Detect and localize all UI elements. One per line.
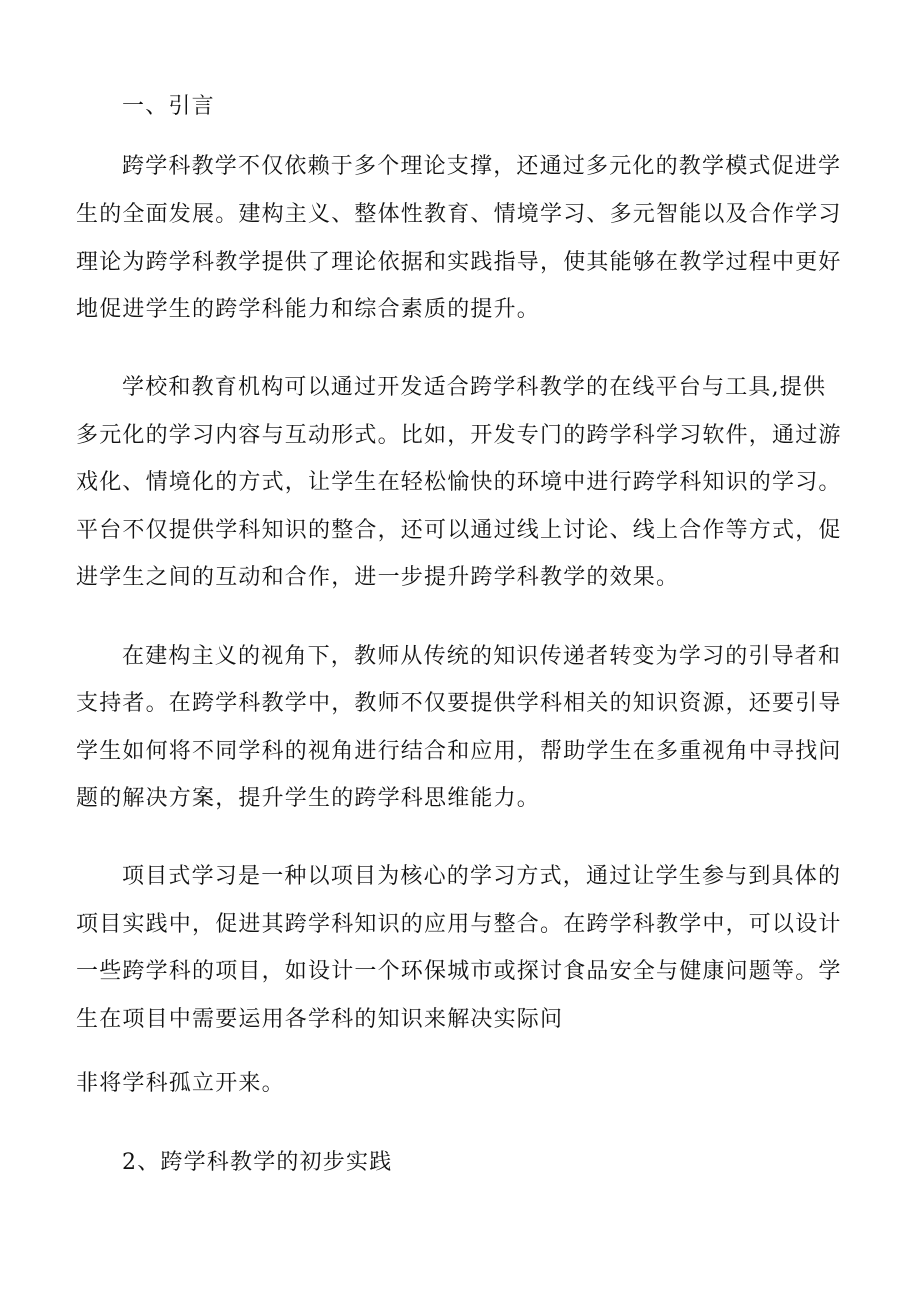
section-heading-2: 2、跨学科教学的初步实践: [122, 1150, 393, 1175]
paragraph-line: 生在项目中需要运用各学科的知识来解决实际问: [76, 1007, 564, 1032]
section-heading-intro: 一、引言: [122, 94, 215, 119]
paragraph-line: 题的解决方案，提升学生的跨学科思维能力。: [76, 786, 541, 811]
paragraph-line: 生的全面发展。建构主义、整体性教育、情境学习、多元智能以及合作学习: [76, 202, 842, 227]
paragraph-line: 跨学科教学不仅依赖于多个理论支撑，还通过多元化的教学模式促进学: [122, 154, 842, 179]
paragraph-line: 理论为跨学科教学提供了理论依据和实践指导，使其能够在教学过程中更好: [76, 250, 842, 275]
paragraph-line: 一些跨学科的项目，如设计一个环保城市或探讨食品安全与健康问题等。学: [76, 959, 842, 984]
paragraph-line: 在建构主义的视角下，教师从传统的知识传递者转变为学习的引导者和: [122, 644, 842, 669]
paragraph-line: 非将学科孤立开来。: [76, 1071, 285, 1096]
paragraph-line: 多元化的学习内容与互动形式。比如，开发专门的跨学科学习软件，通过游: [76, 423, 842, 448]
paragraph-line: 戏化、情境化的方式，让学生在轻松愉快的环境中进行跨学科知识的学习。: [76, 470, 842, 495]
paragraph-line: 项目式学习是一种以项目为核心的学习方式，通过让学生参与到具体的: [122, 864, 842, 889]
paragraph-line: 学生如何将不同学科的视角进行结合和应用，帮助学生在多重视角中寻找问: [76, 739, 842, 764]
paragraph-line: 支持者。在跨学科教学中，教师不仅要提供学科相关的知识资源，还要引导: [76, 691, 842, 716]
paragraph-line: 地促进学生的跨学科能力和综合素质的提升。: [76, 297, 541, 322]
paragraph-line: 项目实践中，促进其跨学科知识的应用与整合。在跨学科教学中，可以设计: [76, 912, 842, 937]
paragraph-line: 学校和教育机构可以通过开发适合跨学科教学的在线平台与工具,提供: [122, 375, 827, 400]
paragraph-line: 平台不仅提供学科知识的整合，还可以通过线上讨论、线上合作等方式，促: [76, 518, 842, 543]
paragraph-line: 进学生之间的互动和合作，进一步提升跨学科教学的效果。: [76, 565, 680, 590]
